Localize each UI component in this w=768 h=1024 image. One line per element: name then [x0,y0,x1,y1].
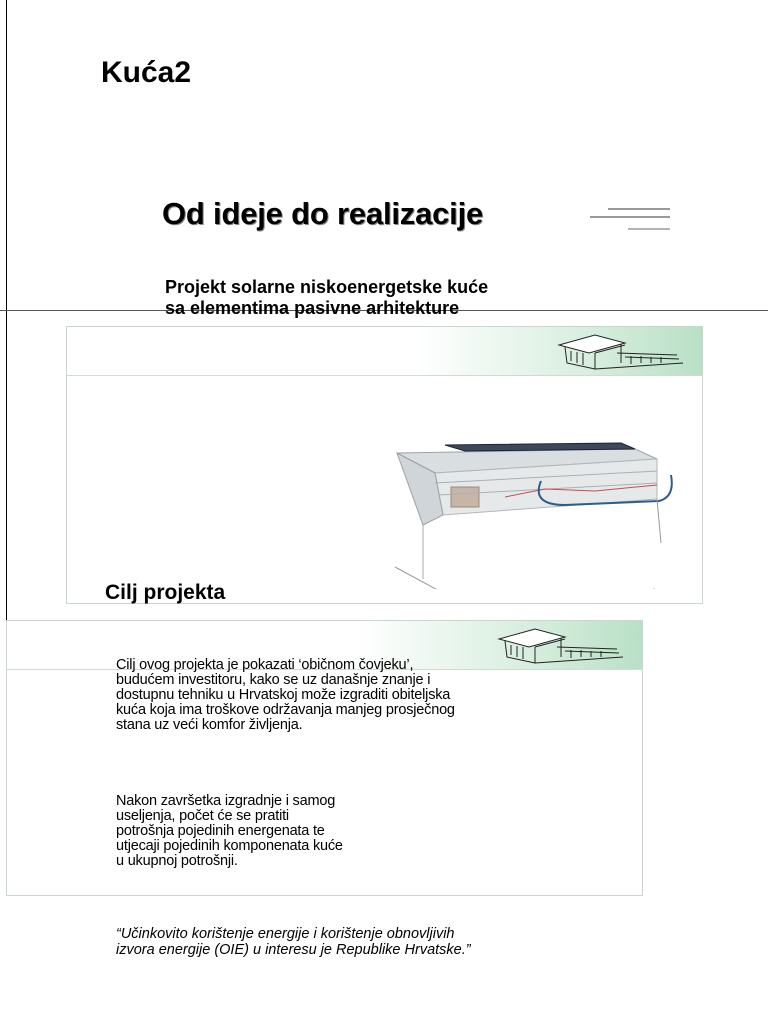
headline: Od ideje do realizacije [162,196,484,231]
paragraph-line: u ukupnoj potrošnji. [116,853,238,869]
paragraph-line: Nakon završetka izgradnje i samog [116,793,336,809]
quote-line: izvora energije (OIE) u interesu je Republike Hrvatske.” [116,942,471,958]
paragraph-line: kuća koja ima troškove održavanja manjeg prosječnog [116,702,455,718]
house-sketch-icon [555,331,687,371]
solar-house-render [395,439,695,589]
paragraph-line: potrošnja pojedinih energenata te [116,823,325,839]
quote-line: “Učinkovito korištenje energije i korištenje obnovljivih [116,926,455,942]
document-title: Kuća2 [101,56,192,89]
paragraph-line: Cilj ovog projekta je pokazati ‘običnom čovjeku’, [116,657,414,673]
subtitle [165,277,488,319]
section-title: Cilj projekta [105,581,226,604]
slide-panel-render [66,326,703,604]
decorative-lines [590,207,672,233]
paragraph-line: stana uz veći komfor življenja. [116,717,303,733]
paragraph-line: useljenja, počet će se pratiti [116,808,289,824]
paragraph-line: utjecaji pojedinih komponenata kuće [116,838,343,854]
subtitle-line: sa elementima pasivne arhitekture [165,298,460,318]
paragraph-line: dostupnu tehniku u Hrvatskoj može izgraditi obiteljska [116,687,451,703]
closing-quote [116,926,536,958]
project-goal-paragraph [116,658,516,733]
paragraph-line: budućem investitoru, kako se uz današnje znanje i [116,672,431,688]
subtitle-line: Projekt solarne niskoenergetske kuće [165,277,489,297]
monitoring-paragraph [116,794,396,869]
